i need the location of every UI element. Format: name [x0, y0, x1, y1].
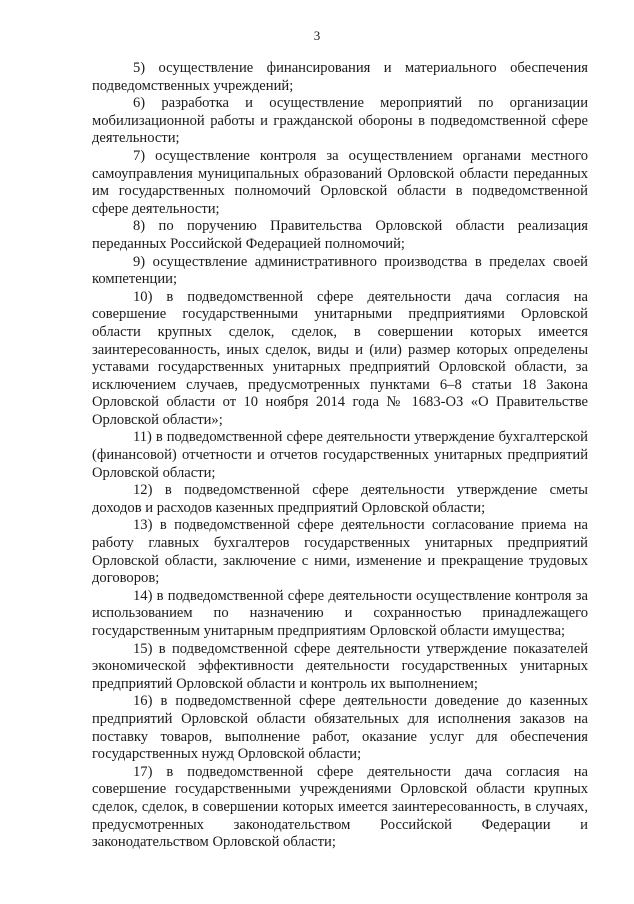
paragraph-item-15: 15) в подведомственной сфере деятельности утверждение показателей экономической эффективности деятельности государственных унитарных предприятий Орловской области и контроль их выполнением; [92, 640, 588, 692]
paragraph-item-6: 6) разработка и осуществление мероприятий по организации мобилизационной работы и гражданской обороны в подведомственной сфере деятельности; [92, 95, 588, 147]
paragraph-item-13: 13) в подведомственной сфере деятельности согласование приема на работу главных бухгалтеров государственных унитарных предприятий Орловской области, заключение с ними, изменение и прекращение трудовых договоров; [92, 517, 588, 587]
document-body [92, 60, 588, 852]
paragraph-item-9: 9) осуществление административного производства в пределах своей компетенции; [92, 253, 588, 288]
paragraph-item-12: 12) в подведомственной сфере деятельности утверждение сметы доходов и расходов казенных предприятий Орловской области; [92, 482, 588, 516]
paragraph-item-5: 5) осуществление финансирования и материального обеспечения подведомственных учреждений; [92, 60, 588, 94]
paragraph-item-17: 17) в подведомственной сфере деятельности дача согласия на совершение государственными учреждениями Орловской области крупных сделок, сделок, в совершении которых имеется заинтересованность, в случаях, предусмотренных законодательством Российской Федерации и законодательством Орловской области; [92, 763, 588, 851]
paragraph-item-14: 14) в подведомственной сфере деятельности осуществление контроля за использованием по назначению и сохранностью принадлежащего государственным унитарным предприятиям Орловской области имущества; [92, 587, 588, 639]
paragraph-item-10: 10) в подведомственной сфере деятельности дача согласия на совершение государственными унитарными предприятиями Орловской области крупных сделок, сделок, в совершении которых имеется заинтересованность, иных сделок, виды и (или) размер которых определены уставами государственных унитарных предприятий Орловской области, за исключением случаев, предусмотренных пунктами 6–8 статьи 18 Закона Орловской области от 10 ноября 2014 года № 1683-ОЗ «О Правительстве Орловской области»; [92, 288, 588, 428]
paragraph-item-11: 11) в подведомственной сфере деятельности утверждение бухгалтерской (финансовой) отчетности и отчетов государственных унитарных предприятий Орловской области; [92, 429, 588, 481]
paragraph-item-16: 16) в подведомственной сфере деятельности доведение до казенных предприятий Орловской области обязательных для исполнения заказов на поставку товаров, выполнение работ, оказание услуг для обеспечения государственных нужд Орловской области; [92, 693, 588, 763]
page-number: 3 [313, 28, 321, 43]
paragraph-item-7: 7) осуществление контроля за осуществлением органами местного самоуправления муниципальных образований Орловской области переданных им государственных полномочий Орловской области в подведомственной сфере деятельности; [92, 147, 588, 217]
paragraph-item-8: 8) по поручению Правительства Орловской области реализация переданных Российской Федерацией полномочий; [92, 218, 588, 252]
